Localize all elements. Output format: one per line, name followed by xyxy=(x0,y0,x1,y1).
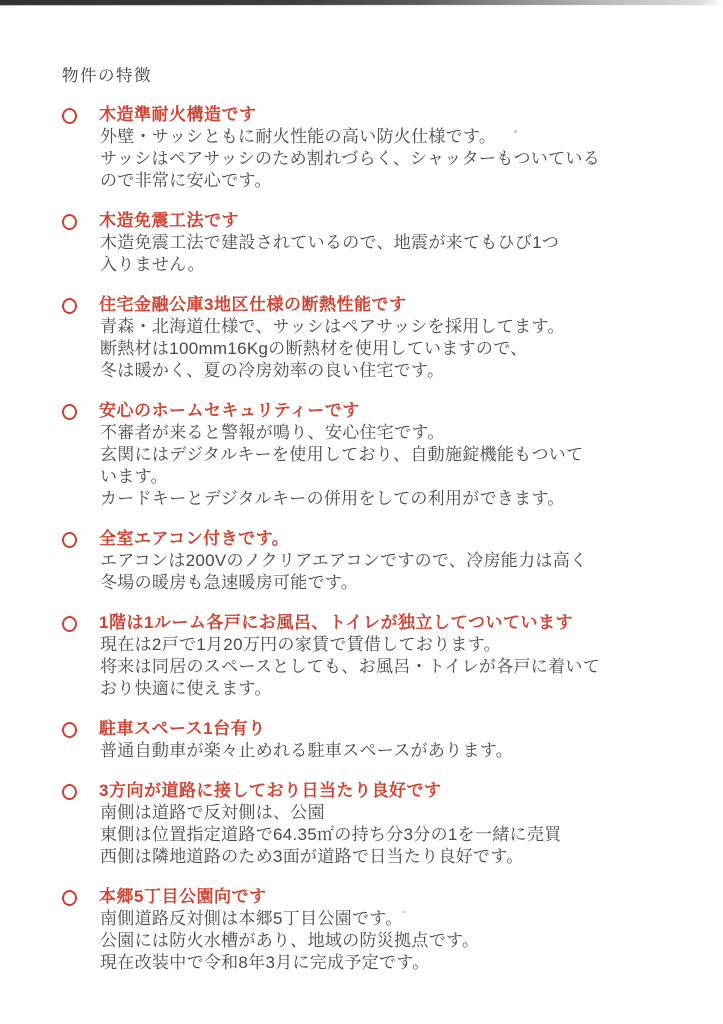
feature-item xyxy=(62,294,672,382)
feature-item xyxy=(62,886,672,974)
feature-heading: 木造準耐火構造です xyxy=(99,105,257,124)
feature-body-line: 普通自動車が楽々止めれる駐車スペースがあります。 xyxy=(100,741,513,760)
feature-body xyxy=(100,232,672,276)
feature-body-line: 西側は隣地道路のため3面が道路で日当たり良好です。 xyxy=(100,847,524,866)
feature-body-line: 冬は暖かく、夏の冷房効率の良い住宅です。 xyxy=(100,361,445,380)
page-title: 物件の特徴 xyxy=(62,67,152,85)
circle-bullet-icon xyxy=(62,890,77,906)
feature-body-line: 東側は位置指定道路で64.35㎡の持ち分3分の1を一緒に売買 xyxy=(100,825,562,844)
feature-body-line: 公園には防火水槽があり、地域の防災拠点です。 xyxy=(100,931,480,950)
feature-body xyxy=(100,550,672,594)
feature-body-line: 木造免震工法で建設されているので、地震が来てもひび1つ xyxy=(100,233,560,252)
feature-body-line: います。 xyxy=(100,467,168,486)
feature-heading: 木造免震工法です xyxy=(99,211,239,230)
circle-bullet-icon xyxy=(62,298,77,314)
feature-body-line: 現在は2戸で1月20万円の家賃で賃借しております。 xyxy=(100,635,501,654)
feature-body-line: 冬場の暖房も急速暖房可能です。 xyxy=(100,573,359,592)
feature-body-line: 外壁・サッシともに耐火性能の高い防火仕様です。 xyxy=(100,127,497,146)
feature-body-line: サッシはペアサッシのため割れづらく、シャッターもついている xyxy=(100,149,600,168)
circle-bullet-icon xyxy=(62,404,77,420)
circle-bullet-icon xyxy=(62,722,77,738)
feature-body-line: 南側道路反対側は本郷5丁目公園です。 xyxy=(100,909,403,928)
feature-heading: 1階は1ルーム各戸にお風呂、トイレが独立してついています xyxy=(99,613,574,632)
feature-body-line: ので非常に安心です。 xyxy=(100,171,272,190)
feature-body xyxy=(100,316,672,382)
feature-body xyxy=(100,634,672,700)
feature-body xyxy=(100,908,672,974)
feature-item xyxy=(62,210,672,276)
feature-body-line: カードキーとデジタルキーの併用をしての利用ができます。 xyxy=(100,489,565,508)
feature-heading: 全室エアコン付きです。 xyxy=(99,529,290,548)
circle-bullet-icon xyxy=(62,616,77,632)
feature-list xyxy=(62,104,672,974)
feature-heading: 住宅金融公庫3地区仕様の断熱性能です xyxy=(99,295,407,314)
feature-body xyxy=(100,740,672,762)
feature-item xyxy=(62,612,672,700)
feature-heading: 3方向が道路に接しており日当たり良好です xyxy=(99,781,442,800)
circle-bullet-icon xyxy=(62,214,77,230)
circle-bullet-icon xyxy=(62,532,77,548)
feature-heading: 安心のホームセキュリティーです xyxy=(99,401,360,420)
circle-bullet-icon xyxy=(62,108,77,124)
feature-body-line: 現在改装中で令和8年3月に完成予定です。 xyxy=(100,953,430,972)
feature-item xyxy=(62,400,672,510)
feature-body-line: 入りません。 xyxy=(100,255,205,274)
document-page xyxy=(62,0,672,992)
feature-body-line: エアコンは200Vのノクリアエアコンですので、冷房能力は高く xyxy=(100,551,588,570)
feature-item xyxy=(62,718,672,762)
feature-body xyxy=(100,126,672,192)
feature-body xyxy=(100,802,672,868)
feature-item xyxy=(62,528,672,594)
feature-body-line: 青森・北海道仕様で、サッシはペアサッシを採用してます。 xyxy=(100,317,565,336)
feature-heading: 駐車スペース1台有り xyxy=(99,719,266,738)
feature-body-line: 将来は同居のスペースとしても、お風呂・トイレが各戸に着いて xyxy=(100,657,600,676)
feature-body-line: 玄関にはデジタルキーを使用しており、自動施錠機能もついて xyxy=(100,445,584,464)
feature-item xyxy=(62,780,672,868)
feature-body-line: 南側は道路で反対側は、公園 xyxy=(100,803,325,822)
feature-body-line: 不審者が来ると警報が鳴り、安心住宅です。 xyxy=(100,423,445,442)
feature-body xyxy=(100,422,672,510)
circle-bullet-icon xyxy=(62,784,77,800)
feature-body-line: おり快適に使えます。 xyxy=(100,679,272,698)
feature-item xyxy=(62,104,672,192)
feature-heading: 本郷5丁目公園向です xyxy=(99,887,267,906)
feature-body-line: 断熱材は100mm16Kgの断熱材を使用していますので、 xyxy=(100,339,528,358)
